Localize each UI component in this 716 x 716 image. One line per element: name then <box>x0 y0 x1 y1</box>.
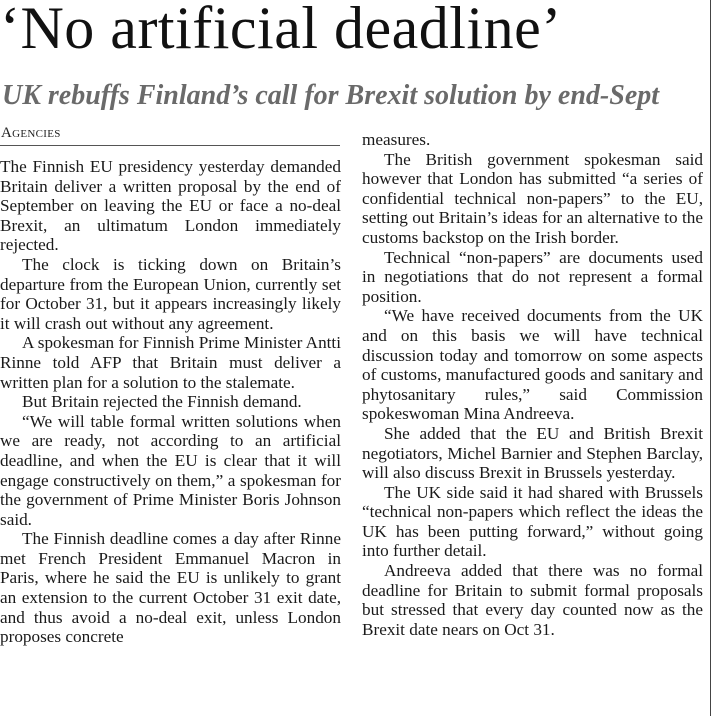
paragraph: The clock is ticking down on Britain’s departure from the European Union, currently set for October 31, but it appears increasingly likely it will crash out without any agreement. <box>0 254 341 333</box>
paragraph: The Finnish deadline comes a day after Rinne met French President Emmanuel Macron in Paris, where he said the EU is unlikely to grant an extension to the current October 31 exit date, and thus avoid a no-deal exit, unless London proposes concrete <box>0 529 341 647</box>
paragraph: The Finnish EU presidency yesterday demanded Britain deliver a written proposal by the end of September on leaving the EU or face a no-deal Brexit, an ultimatum London immediately rejected. <box>0 157 341 255</box>
article-column-left <box>0 157 341 647</box>
article-column-right <box>362 130 703 639</box>
paragraph: Andreeva added that there was no formal deadline for Britain to submit formal proposals but stressed that every day counted now as the Brexit date nears on Oct 31. <box>362 561 703 639</box>
subheadline: UK rebuffs Finland’s call for Brexit solution by end-Sept <box>2 80 660 111</box>
paragraph: measures. <box>362 130 431 149</box>
paragraph: Technical “non-papers” are documents used in negotiations that do not represent a formal position. <box>362 247 703 306</box>
paragraph: “We will table formal written solutions when we are ready, not according to an artificial deadline, and when the EU is clear that it will engage constructively on them,” a spokesman for the government of Prime Minister Boris Johnson said. <box>0 411 341 529</box>
column-divider <box>710 0 711 716</box>
headline: ‘No artificial deadline’ <box>0 0 562 61</box>
paragraph: The UK side said it had shared with Brussels “technical non-papers which reflect the ideas the UK has been putting forward,” without going into further detail. <box>362 482 703 561</box>
byline: Agencies <box>1 125 61 141</box>
paragraph: The British government spokesman said however that London has submitted “a series of confidential technical non-papers” to the EU, setting out Britain’s ideas for an alternative to the customs backstop on the Irish border. <box>362 149 703 247</box>
paragraph: She added that the EU and British Brexit negotiators, Michel Barnier and Stephen Barclay, will also discuss Brexit in Brussels yesterday. <box>362 423 703 483</box>
byline-rule <box>0 145 340 146</box>
paragraph: But Britain rejected the Finnish demand. <box>22 392 302 412</box>
paragraph: “We have received documents from the UK and on this basis we will have technical discussion today and tomorrow on some aspects of customs, manufactured goods and sanitary and phytosanitary rules,” said Commission spokeswoman Mina Andreeva. <box>362 306 703 424</box>
paragraph: A spokesman for Finnish Prime Minister Antti Rinne told AFP that Britain must deliver a written plan for a solution to the stalemate. <box>0 333 341 392</box>
